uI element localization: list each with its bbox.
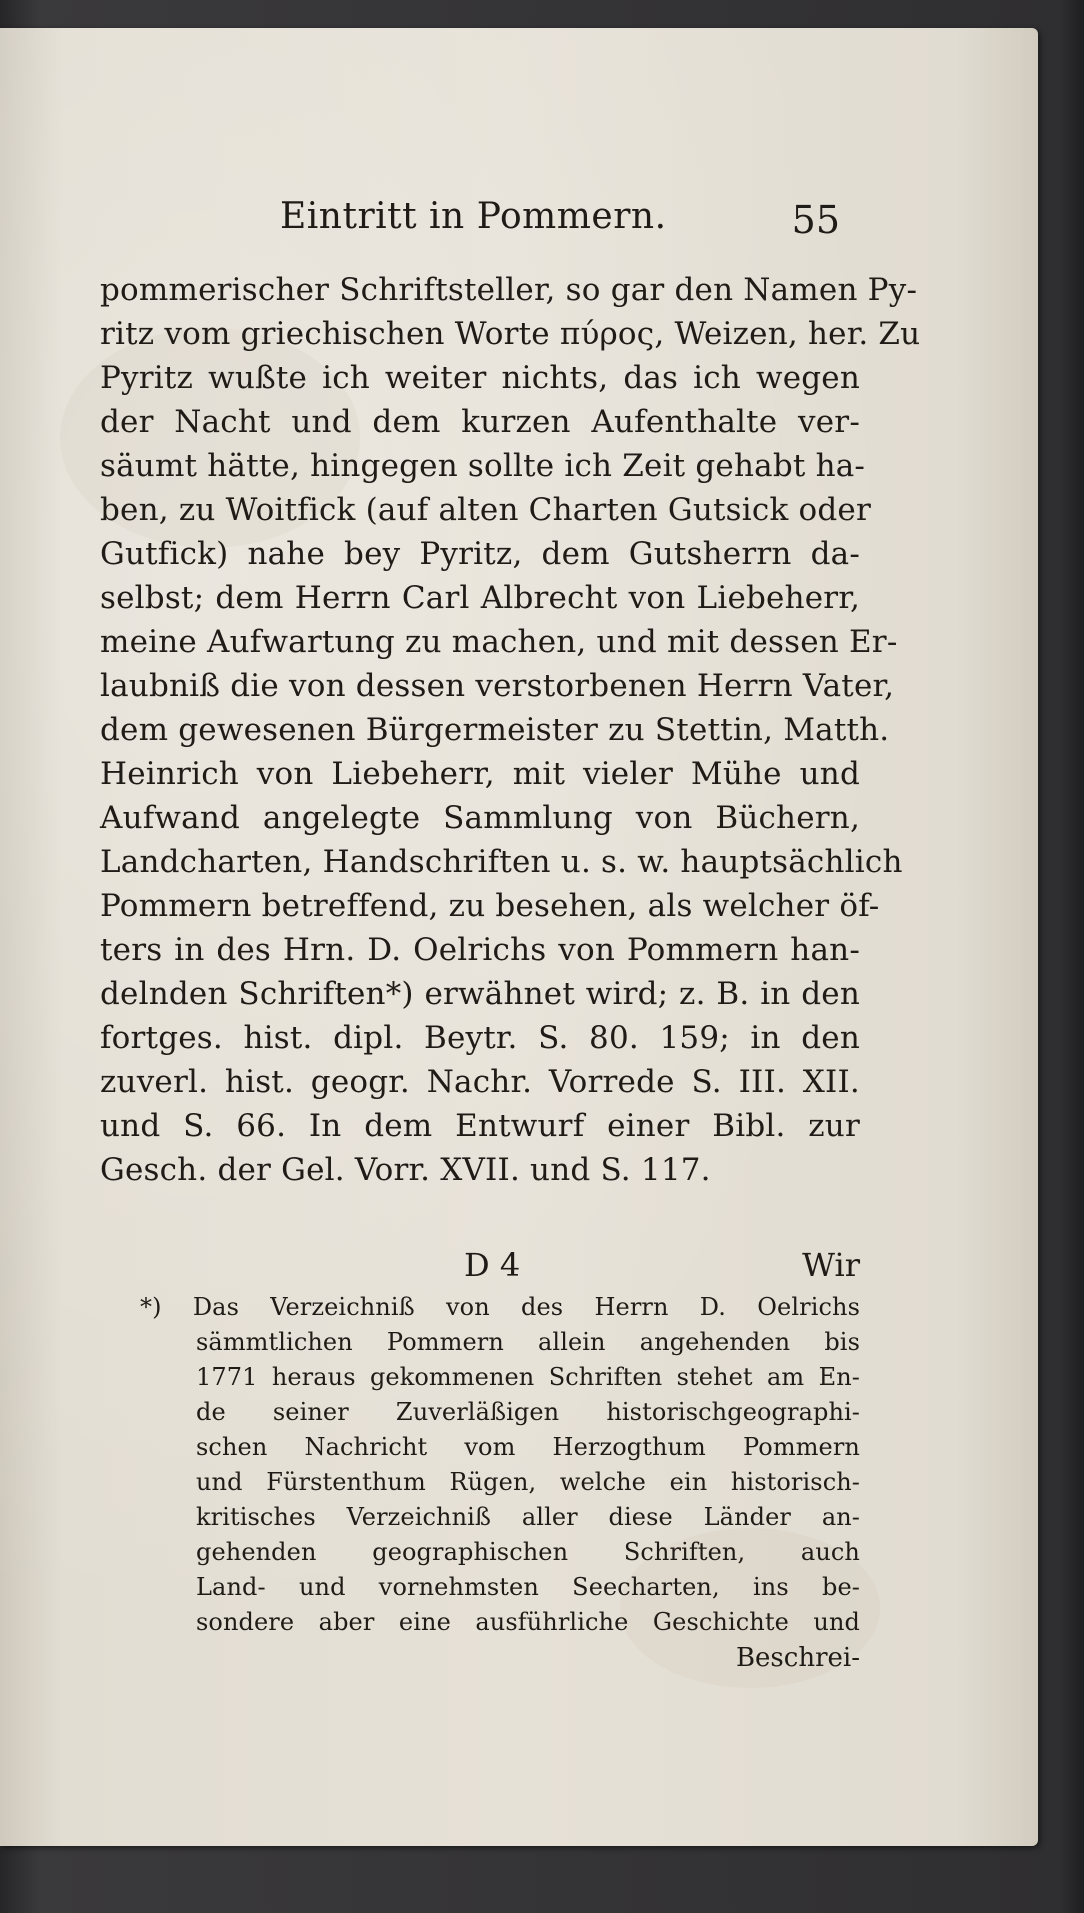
footnote-catchword: Beschrei-: [735, 1643, 860, 1673]
main-text: [100, 268, 921, 1192]
footnote-line: kritisches Verzeichniß aller diese Länder an-: [196, 1503, 860, 1531]
text-line: Landcharten, Handschriften u. s. w. hauptsächlich: [100, 844, 903, 880]
text-line: Gesch. der Gel. Vorr. XVII. und S. 117.: [100, 1152, 711, 1188]
footnote-line: de seiner Zuverläßigen historischgeographi-: [196, 1398, 860, 1426]
footnote-line: 1771 heraus gekommenen Schriften stehet am En-: [196, 1363, 860, 1391]
running-title: Eintritt in Pommern.: [280, 196, 667, 237]
footnote-line: gehenden geographischen Schriften, auch: [196, 1538, 860, 1566]
footnote-line: Land- und vornehmsten Seecharten, ins be-: [196, 1573, 860, 1601]
footnote-line: und Fürstenthum Rügen, welche ein historisch-: [196, 1468, 860, 1496]
footnote-line: sämmtlichen Pommern allein angehenden bis: [196, 1328, 860, 1356]
catchword: Wir: [802, 1246, 860, 1284]
page-number: 55: [791, 198, 840, 242]
text-line: dem gewesenen Bürgermeister zu Stettin, Matth.: [100, 712, 890, 748]
text-line: zuverl. hist. geogr. Nachr. Vorrede S. III. XII.: [100, 1064, 860, 1100]
footnote-line: sondere aber eine ausführliche Geschichte und: [196, 1608, 860, 1636]
text-line: fortges. hist. dipl. Beytr. S. 80. 159; in den: [100, 1020, 860, 1056]
text-line: ritz vom griechischen Worte πύρος, Weizen, her. Zu: [100, 316, 921, 352]
footnote-line: schen Nachricht vom Herzogthum Pommern: [196, 1433, 860, 1461]
text-line: Pyritz wußte ich weiter nichts, das ich wegen: [100, 360, 860, 396]
text-line: pommerischer Schriftsteller, so gar den Namen Py-: [100, 272, 918, 308]
book-page: [0, 28, 1038, 1846]
text-line: säumt hätte, hingegen sollte ich Zeit gehabt ha-: [100, 448, 866, 484]
text-line: Pommern betreffend, zu besehen, als welcher öf-: [100, 888, 880, 924]
text-line: der Nacht und dem kurzen Aufenthalte ver-: [100, 404, 860, 440]
text-line: laubniß die von dessen verstorbenen Herrn Vater,: [100, 668, 895, 704]
text-line: selbst; dem Herrn Carl Albrecht von Liebeherr,: [100, 580, 860, 616]
text-line: ben, zu Woitfick (auf alten Charten Gutsick oder: [100, 492, 871, 528]
signature-row: [100, 1246, 860, 1286]
text-line: und S. 66. In dem Entwurf einer Bibl. zur: [100, 1108, 860, 1144]
text-line: delnden Schriften*) erwähnet wird; z. B. in den: [100, 976, 860, 1012]
text-line: Heinrich von Liebeherr, mit vieler Mühe und: [100, 756, 860, 792]
running-header: [280, 196, 840, 246]
text-line: meine Aufwartung zu machen, und mit dessen Er-: [100, 624, 898, 660]
text-line: ters in des Hrn. D. Oelrichs von Pommern han-: [100, 932, 860, 968]
footnote: [140, 1290, 860, 1676]
signature-mark: D 4: [464, 1246, 521, 1284]
text-line: Aufwand angelegte Sammlung von Büchern,: [100, 800, 860, 836]
text-line: Gutfick) nahe bey Pyritz, dem Gutsherrn da-: [100, 536, 860, 572]
footnote-line: *) Das Verzeichniß von des Herrn D. Oelrichs: [140, 1293, 860, 1321]
